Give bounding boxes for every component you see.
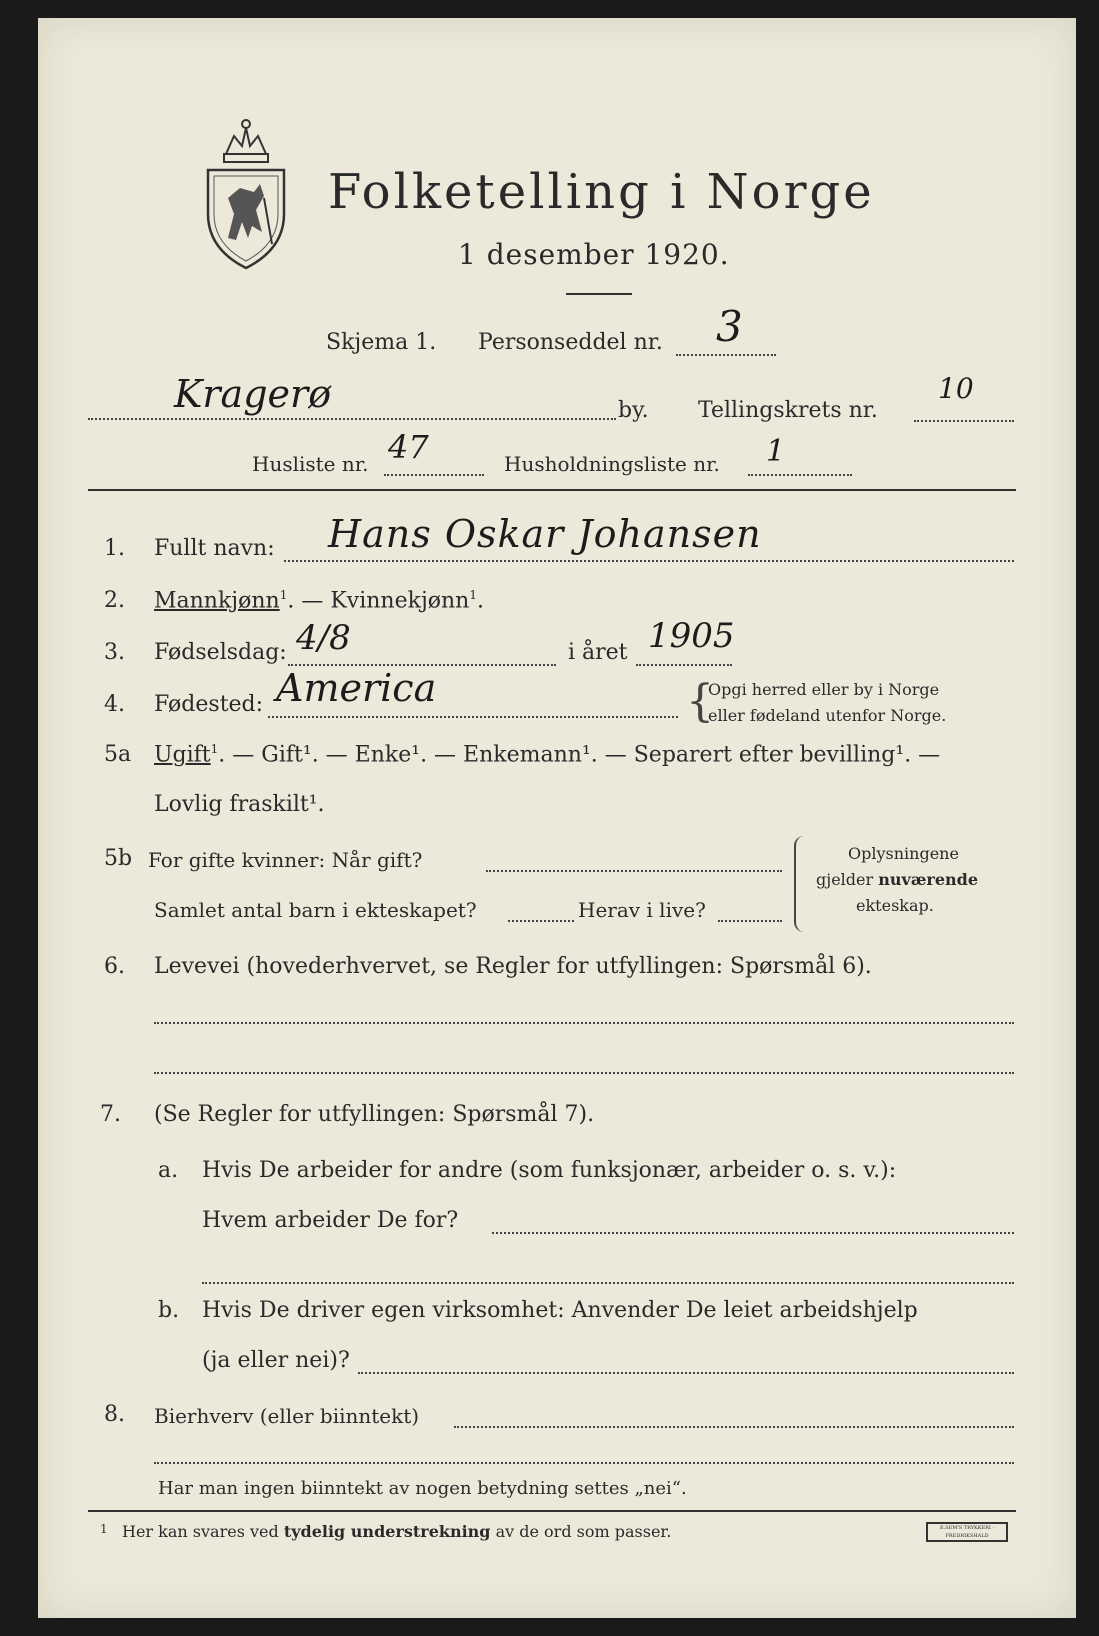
full-name-label: Fullt navn: bbox=[154, 536, 275, 561]
occupation-line-1 bbox=[154, 1022, 1014, 1024]
birthplace-label: Fødested: bbox=[154, 692, 264, 717]
husliste-line bbox=[384, 474, 484, 476]
married-when-label: For gifte kvinner: Når gift? bbox=[148, 848, 423, 872]
tellingskrets-label: Tellingskrets nr. bbox=[698, 398, 878, 423]
birthyear-value[interactable]: 1905 bbox=[648, 616, 735, 656]
q7b-question: Hvis De driver egen virksomhet: Anvender De leiet arbeidshjelp bbox=[202, 1298, 918, 1323]
note-text: gjelder bbox=[816, 870, 874, 889]
birthplace-note-line2: eller fødeland utenfor Norge. bbox=[708, 706, 947, 725]
marriage-note-line2 bbox=[816, 870, 978, 889]
tellingskrets-line bbox=[914, 420, 1014, 422]
birthyear-line bbox=[636, 664, 732, 666]
personseddel-label: Personseddel nr. bbox=[478, 330, 663, 355]
census-date: 1 desember 1920. bbox=[458, 238, 730, 271]
employer-line-2 bbox=[202, 1282, 1014, 1284]
title-divider bbox=[566, 293, 632, 295]
separator: . — bbox=[287, 588, 324, 614]
q1-number: 1. bbox=[104, 536, 125, 561]
brace-left bbox=[794, 836, 810, 932]
alive-line bbox=[718, 920, 782, 922]
coat-of-arms-icon bbox=[204, 114, 288, 270]
married-when-line bbox=[486, 870, 782, 872]
separator: . bbox=[477, 588, 484, 614]
birthdate-value[interactable]: 4/8 bbox=[296, 618, 351, 658]
birthyear-label: i året bbox=[568, 640, 628, 665]
printer-stamp: E.SEM'S TRYKKERI · FREDRIKSHALD bbox=[926, 1522, 1008, 1542]
q4-number: 4. bbox=[104, 692, 125, 717]
note-emphasis: nuværende bbox=[878, 870, 979, 889]
marital-option-fraskilt[interactable]: Lovlig fraskilt¹. bbox=[154, 792, 325, 817]
by-label: by. bbox=[618, 398, 649, 423]
q7-number: 7. bbox=[100, 1102, 121, 1127]
header-rule bbox=[88, 489, 1016, 491]
husholdning-value[interactable]: 1 bbox=[766, 434, 786, 469]
footnote-text bbox=[122, 1522, 671, 1541]
occupation-line-2 bbox=[154, 1072, 1014, 1074]
husholdning-line bbox=[748, 474, 852, 476]
alive-label: Herav i live? bbox=[578, 898, 706, 922]
personseddel-line bbox=[676, 354, 776, 356]
full-name-value[interactable]: Hans Oskar Johansen bbox=[328, 512, 762, 556]
personseddel-value[interactable]: 3 bbox=[716, 302, 743, 351]
birthdate-label: Fødselsdag: bbox=[154, 640, 287, 665]
marital-option-ugift[interactable]: Ugift bbox=[154, 742, 211, 768]
employer-line bbox=[492, 1232, 1014, 1234]
q8-number: 8. bbox=[104, 1402, 125, 1427]
footnote-emphasis: tydelig understrekning bbox=[283, 1522, 491, 1541]
hired-help-label: (ja eller nei)? bbox=[202, 1348, 350, 1373]
husliste-value[interactable]: 47 bbox=[388, 428, 429, 466]
employer-label: Hvem arbeider De for? bbox=[202, 1208, 459, 1233]
q2-number: 2. bbox=[104, 588, 125, 613]
full-name-line bbox=[284, 560, 1014, 562]
q6-number: 6. bbox=[104, 954, 125, 979]
city-value[interactable]: Kragerø bbox=[174, 372, 332, 416]
census-form bbox=[38, 18, 1076, 1618]
side-income-line bbox=[454, 1426, 1014, 1428]
form-title: Folketelling i Norge bbox=[328, 164, 875, 220]
side-income-line-2 bbox=[154, 1462, 1014, 1464]
q5a-number: 5a bbox=[104, 742, 132, 767]
q3-number: 3. bbox=[104, 640, 125, 665]
birthplace-line bbox=[268, 716, 678, 718]
footnote-text-c: av de ord som passer. bbox=[495, 1522, 672, 1541]
footnote-mark: 1 bbox=[210, 742, 219, 756]
side-income-label: Bierhverv (eller biinntekt) bbox=[154, 1404, 420, 1428]
q5b-number: 5b bbox=[104, 846, 133, 871]
side-income-note: Har man ingen biinntekt av nogen betydning settes „nei“. bbox=[158, 1478, 687, 1499]
birthplace-note-line1: Opgi herred eller by i Norge bbox=[708, 680, 940, 699]
brace-left: { bbox=[686, 676, 714, 727]
husliste-label: Husliste nr. bbox=[252, 452, 369, 476]
footer-rule bbox=[88, 1510, 1016, 1512]
footnote-mark: 1 bbox=[279, 588, 288, 602]
schema-label: Skjema 1. bbox=[326, 330, 437, 355]
gender-row bbox=[154, 588, 484, 613]
occupation-label: Levevei (hovederhvervet, se Regler for utfyllingen: Spørsmål 6). bbox=[154, 954, 872, 979]
marital-status-row bbox=[154, 742, 940, 767]
city-line bbox=[88, 418, 616, 420]
q7b-letter: b. bbox=[158, 1298, 180, 1323]
marriage-note-line3: ekteskap. bbox=[856, 896, 934, 915]
marriage-note-line1: Oplysningene bbox=[848, 844, 959, 863]
marital-options-rest[interactable]: . — Gift¹. — Enke¹. — Enkemann¹. — Separert efter bevilling¹. — bbox=[218, 742, 941, 768]
children-label: Samlet antal barn i ekteskapet? bbox=[154, 898, 477, 922]
hired-help-line bbox=[358, 1372, 1014, 1374]
tellingskrets-value[interactable]: 10 bbox=[938, 372, 974, 405]
footnote-mark: 1 bbox=[469, 588, 477, 602]
birthplace-value[interactable]: America bbox=[276, 666, 437, 710]
q7a-letter: a. bbox=[158, 1158, 179, 1183]
q7a-question: Hvis De arbeider for andre (som funksjonær, arbeider o. s. v.): bbox=[202, 1158, 897, 1183]
children-line bbox=[508, 920, 574, 922]
gender-option-female[interactable]: Kvinnekjønn bbox=[330, 588, 470, 614]
footnote-text-a: Her kan svares ved bbox=[122, 1522, 279, 1541]
gender-option-male[interactable]: Mannkjønn bbox=[154, 588, 280, 614]
q7-label: (Se Regler for utfyllingen: Spørsmål 7). bbox=[154, 1102, 595, 1127]
footnote-number: 1 bbox=[100, 1522, 108, 1536]
husholdning-label: Husholdningsliste nr. bbox=[504, 452, 720, 476]
